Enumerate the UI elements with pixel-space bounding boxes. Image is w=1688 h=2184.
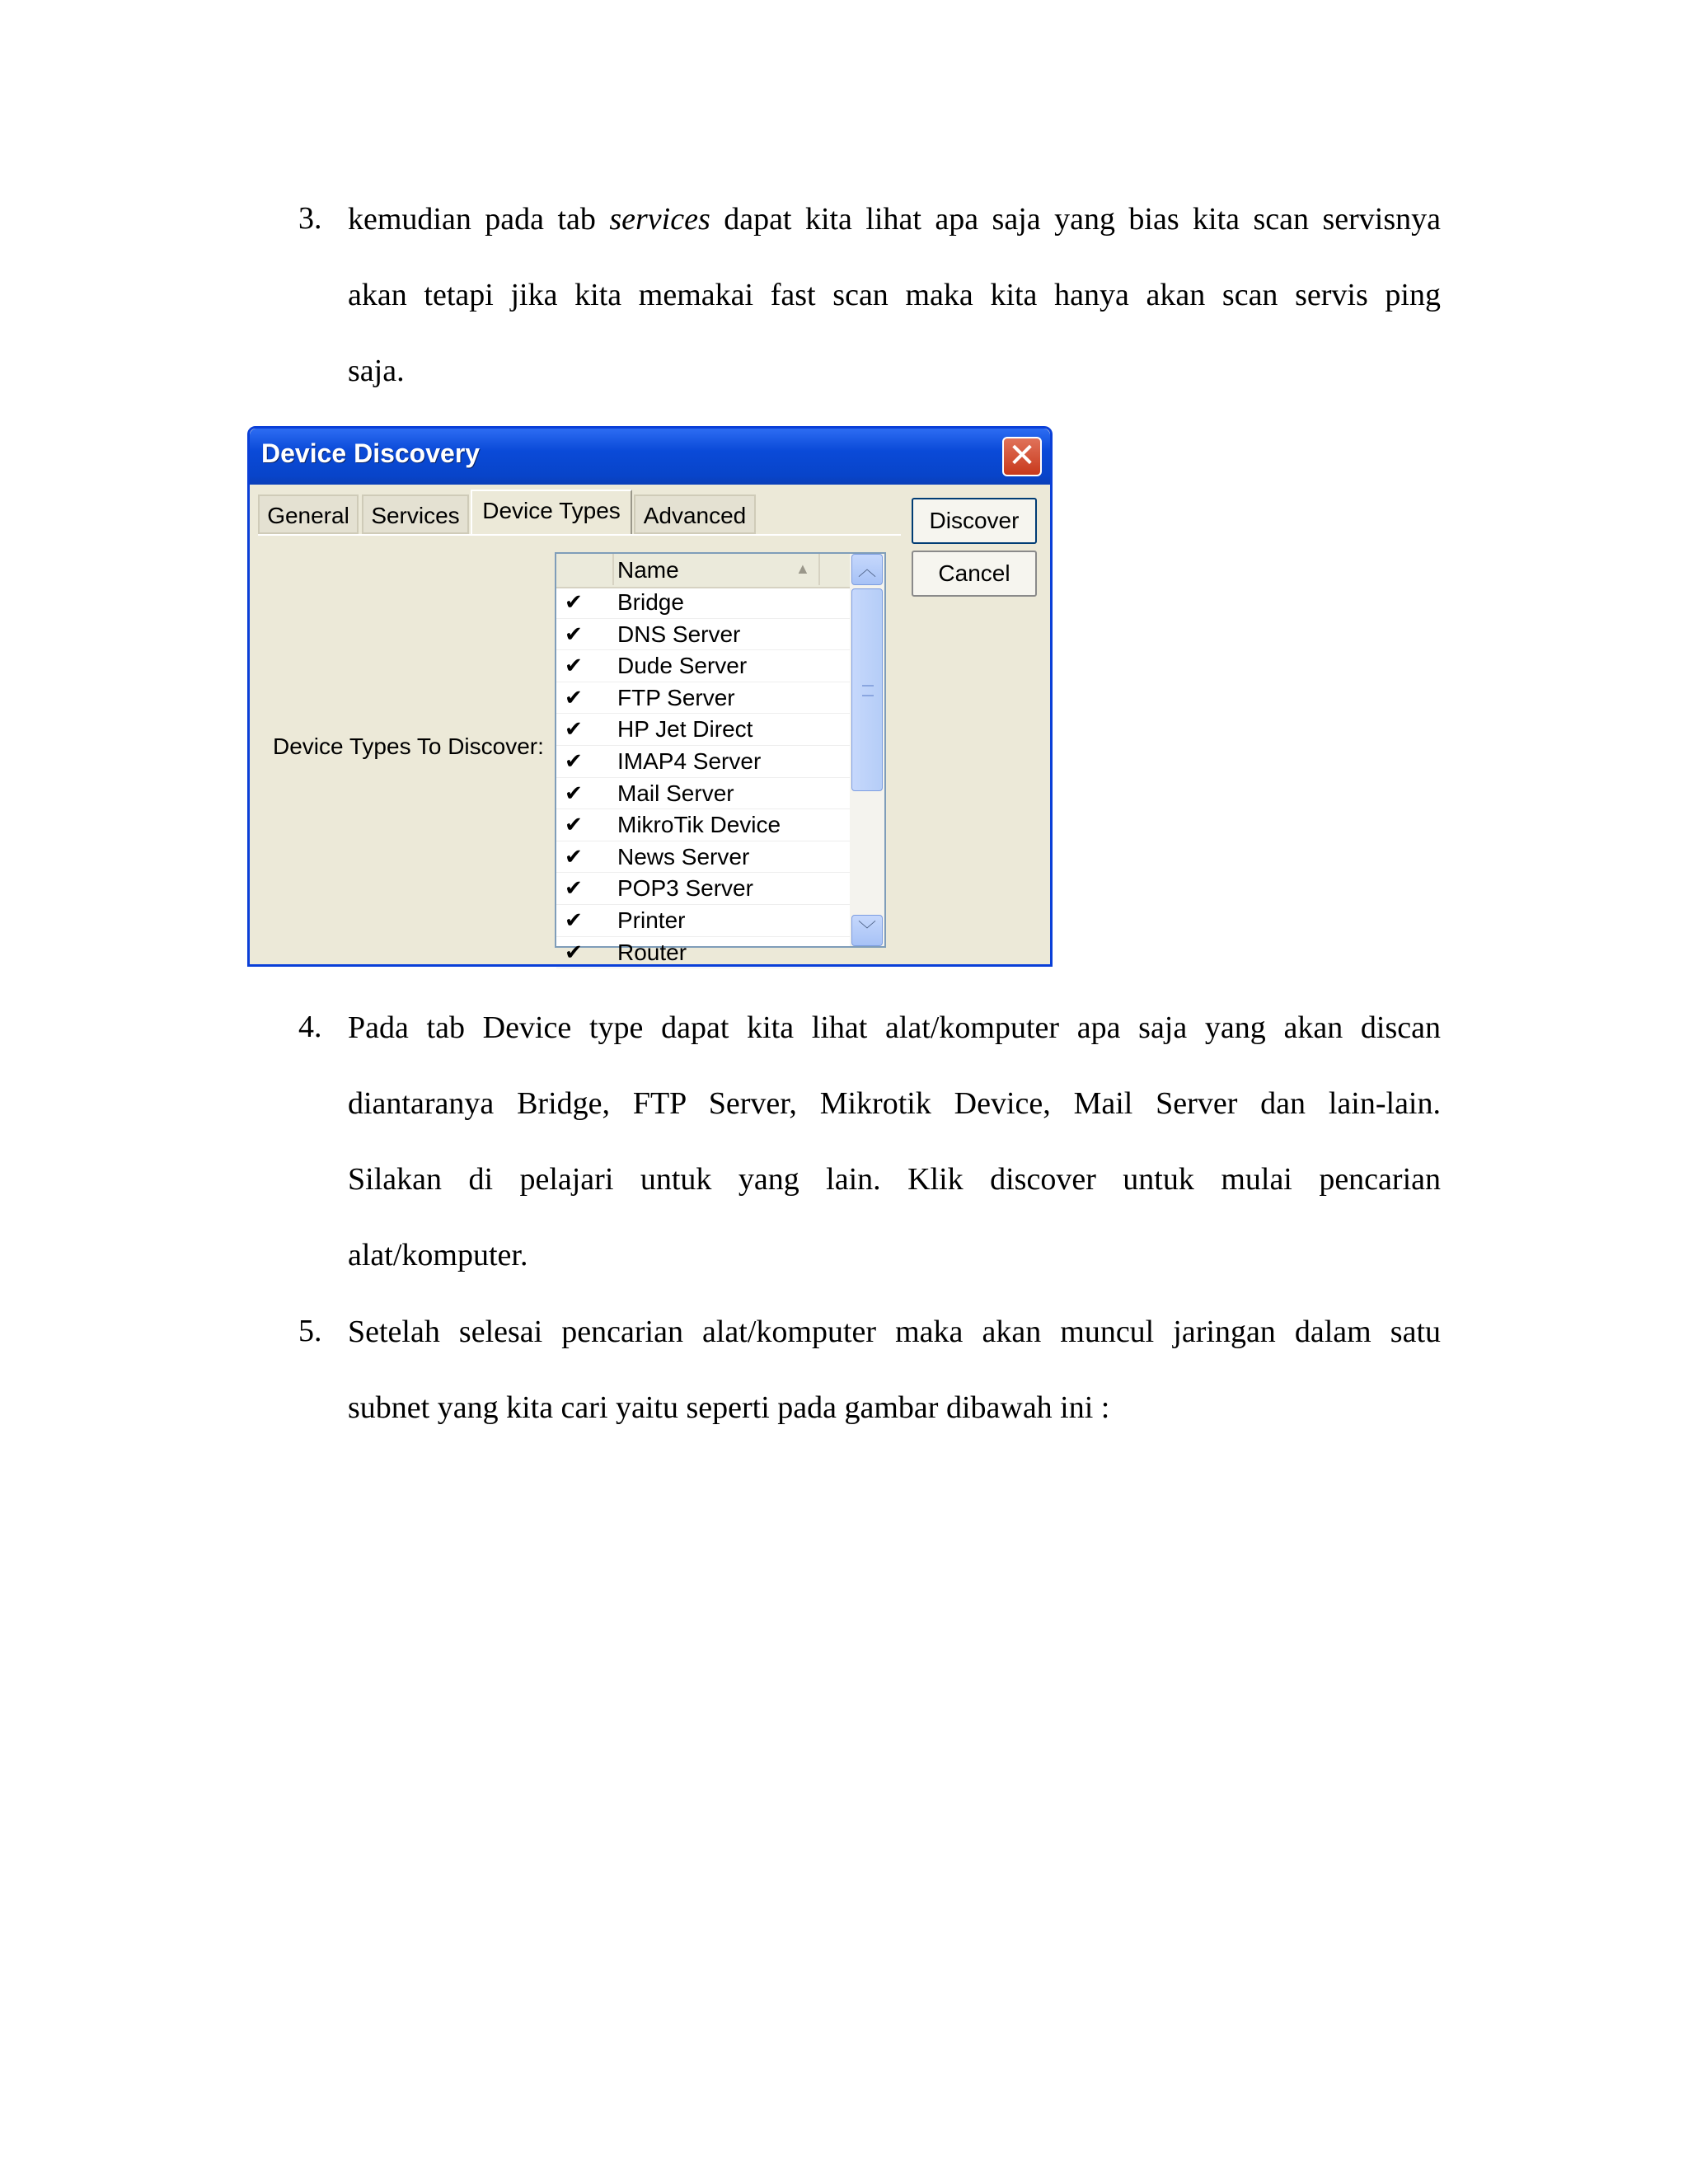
list-item[interactable] — [556, 587, 850, 619]
title-bar — [250, 429, 1050, 485]
device-type-name: DNS Server — [617, 621, 741, 647]
paragraph-line: saja. — [348, 354, 405, 388]
device-types-list[interactable] — [555, 552, 886, 965]
device-type-name: Mail Server — [617, 780, 734, 806]
checkmark-icon[interactable]: ✔ — [565, 653, 583, 678]
item-number: 4. — [298, 1010, 322, 1044]
device-type-name: Router — [617, 939, 687, 965]
item-number: 3. — [298, 201, 322, 236]
text-span: kemudian pada tab — [348, 202, 610, 237]
device-type-name: Printer — [617, 907, 686, 933]
checkmark-icon[interactable]: ✔ — [565, 589, 583, 614]
tab-panel-border — [258, 534, 901, 536]
tab-advanced[interactable]: Advanced — [634, 494, 756, 534]
paragraph-line — [348, 200, 1441, 238]
checkbox-column-header — [556, 554, 614, 585]
paragraph-line: diantaranya Bridge, FTP Server, Mikrotik Device, Mail Server dan lain-lain. — [348, 1086, 1441, 1121]
checkmark-icon[interactable]: ✔ — [565, 716, 583, 742]
device-types-label: Device Types To Discover: — [273, 733, 544, 759]
close-button[interactable] — [1002, 437, 1042, 476]
dialog-title: Device Discovery — [261, 438, 481, 468]
list-item[interactable] — [556, 841, 850, 874]
list-item[interactable] — [556, 746, 850, 778]
grip-icon — [862, 685, 874, 696]
list-item[interactable] — [556, 682, 850, 715]
device-type-name: HP Jet Direct — [617, 716, 753, 743]
list-item[interactable] — [556, 778, 850, 810]
list-item[interactable] — [556, 937, 850, 969]
device-type-name: FTP Server — [617, 684, 735, 710]
paragraph-line: subnet yang kita cari yaitu seperti pada gambar dibawah ini : — [348, 1390, 1110, 1425]
list-item[interactable] — [556, 809, 850, 841]
paragraph-line: Pada tab Device type dapat kita lihat alat/komputer apa saja yang akan discan — [348, 1010, 1441, 1045]
tab-general[interactable]: General — [258, 494, 359, 534]
tab-device-types[interactable]: Device Types — [471, 490, 632, 536]
device-type-name: Dude Server — [617, 653, 748, 679]
device-type-name: POP3 Server — [617, 875, 753, 902]
checkmark-icon[interactable]: ✔ — [565, 939, 583, 964]
paragraph-line: Setelah selesai pencarian alat/komputer maka akan muncul jaringan dalam satu — [348, 1315, 1441, 1349]
discover-button[interactable]: Discover — [912, 498, 1037, 544]
paragraph-line: Silakan di pelajari untuk yang lain. Klik discover untuk mulai pencarian — [348, 1162, 1441, 1197]
checkmark-icon[interactable]: ✔ — [565, 621, 583, 646]
vertical-scrollbar[interactable] — [850, 554, 884, 946]
column-header-name: Name — [617, 557, 679, 583]
list-item[interactable] — [556, 873, 850, 905]
scroll-up-button[interactable] — [851, 554, 883, 585]
paragraph-line: akan tetapi jika kita memakai fast scan maka kita hanya akan scan servis ping — [348, 278, 1441, 312]
checkmark-icon[interactable]: ✔ — [565, 843, 583, 869]
column-divider — [818, 554, 820, 585]
chevron-down-icon: ﹀ — [857, 920, 876, 940]
paragraph-line: alat/komputer. — [348, 1238, 528, 1272]
list-item[interactable] — [556, 714, 850, 746]
italic-term: services — [609, 202, 710, 237]
list-item[interactable] — [556, 650, 850, 682]
list-item[interactable] — [556, 905, 850, 937]
list-rows — [556, 587, 850, 968]
column-header[interactable] — [556, 554, 850, 588]
checkmark-icon[interactable]: ✔ — [565, 875, 583, 901]
device-type-name: IMAP4 Server — [617, 748, 762, 774]
device-type-name: News Server — [617, 843, 750, 869]
sort-ascending-icon: ▲ — [795, 560, 810, 577]
checkmark-icon[interactable]: ✔ — [565, 907, 583, 932]
item-number: 5. — [298, 1314, 322, 1348]
cancel-button[interactable]: Cancel — [912, 551, 1037, 597]
checkmark-icon[interactable]: ✔ — [565, 812, 583, 837]
checkmark-icon[interactable]: ✔ — [565, 780, 583, 805]
checkmark-icon[interactable]: ✔ — [565, 748, 583, 773]
scroll-down-button[interactable] — [851, 915, 883, 946]
chevron-up-icon: ︿ — [857, 559, 876, 579]
tab-services[interactable]: Services — [362, 494, 469, 534]
close-icon: ✕ — [1008, 438, 1036, 474]
text-span: dapat kita lihat apa saja yang bias kita scan servisnya — [710, 202, 1441, 237]
checkmark-icon[interactable]: ✔ — [565, 684, 583, 710]
list-item[interactable] — [556, 619, 850, 651]
scroll-thumb[interactable] — [851, 588, 883, 791]
device-type-name: MikroTik Device — [617, 812, 781, 838]
device-type-name: Bridge — [617, 589, 684, 615]
device-discovery-dialog — [247, 426, 1053, 967]
